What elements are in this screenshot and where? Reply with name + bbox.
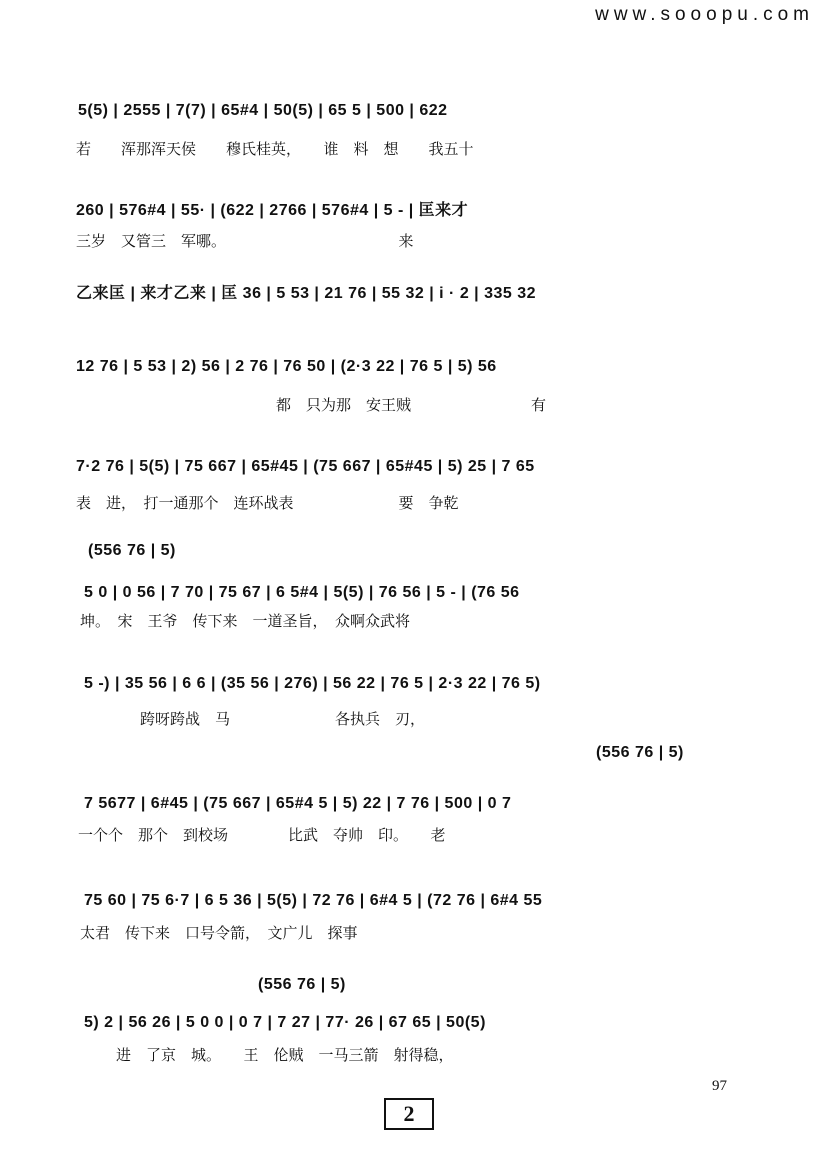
- score-line-9-notes: (556 76 | 5): [596, 744, 684, 761]
- score-line-1-lyrics: 若 浑那浑天侯 穆氏桂英， 谁 料 想 我五十: [76, 140, 474, 158]
- score-line-13-lyrics: 进 了京 城。 王 伦贼 一马三箭 射得稳，: [116, 1046, 454, 1064]
- score-line-4-lyrics: 都 只为那 安王贼 有: [276, 396, 547, 414]
- score-line-12-notes: (556 76 | 5): [258, 976, 346, 993]
- score-line-8-notes: 5 -) | 35 56 | 6 6 | (35 56 | 276) | 56 22 | 76 5 | 2·3 22 | 76 5): [84, 675, 541, 692]
- score-line-6-notes: (556 76 | 5): [88, 542, 176, 559]
- score-line-4-notes: 12 76 | 5 53 | 2) 56 | 2 76 | 76 50 | (2·3 22 | 76 5 | 5) 56: [76, 358, 497, 375]
- site-watermark: www.sooopu.com: [595, 4, 814, 25]
- score-line-11-notes: 75 60 | 75 6·7 | 6 5 36 | 5(5) | 72 76 | 6#4 5 | (72 76 | 6#4 55: [84, 892, 543, 909]
- score-line-11-lyrics: 太君 传下来 口号令箭， 文广儿 探事: [80, 924, 358, 942]
- score-line-2-lyrics: 三岁 又管三 军哪。 来: [76, 232, 414, 250]
- score-line-8-lyrics: 跨呀跨战 马 各执兵 刃，: [140, 710, 426, 728]
- score-line-7-lyrics: 坤。 宋 王爷 传下来 一道圣旨， 众啊众武将: [80, 612, 411, 630]
- score-line-10-notes: 7 5677 | 6#45 | (75 667 | 65#4 5 | 5) 22 | 7 76 | 500 | 0 7: [84, 795, 512, 812]
- score-line-10-lyrics: 一个个 那个 到校场 比武 夺帅 印。 老: [78, 826, 446, 844]
- score-line-5-notes: 7·2 76 | 5(5) | 75 667 | 65#45 | (75 667 | 65#45 | 5) 25 | 7 65: [76, 458, 535, 475]
- score-line-3-notes: 乙来匡 | 来才乙来 | 匡 36 | 5 53 | 21 76 | 55 32 | i · 2 | 335 32: [76, 285, 537, 302]
- score-line-7-notes: 5 0 | 0 56 | 7 70 | 75 67 | 6 5#4 | 5(5) | 76 56 | 5 - | (76 56: [84, 584, 520, 601]
- score-line-1-notes: 5(5) | 2555 | 7(7) | 65#4 | 50(5) | 65 5 | 500 | 622: [78, 102, 448, 119]
- page-box-label: 2: [384, 1098, 434, 1130]
- score-line-5-lyrics: 表 进， 打一通那个 连环战表 要 争乾: [76, 494, 459, 512]
- score-line-2-notes: 260 | 576#4 | 55· | (622 | 2766 | 576#4 | 5 - | 匡来才: [76, 202, 469, 219]
- score-line-13-notes: 5) 2 | 56 26 | 5 0 0 | 0 7 | 7 27 | 77· 26 | 67 65 | 50(5): [84, 1014, 486, 1031]
- page-number: 97: [712, 1078, 727, 1094]
